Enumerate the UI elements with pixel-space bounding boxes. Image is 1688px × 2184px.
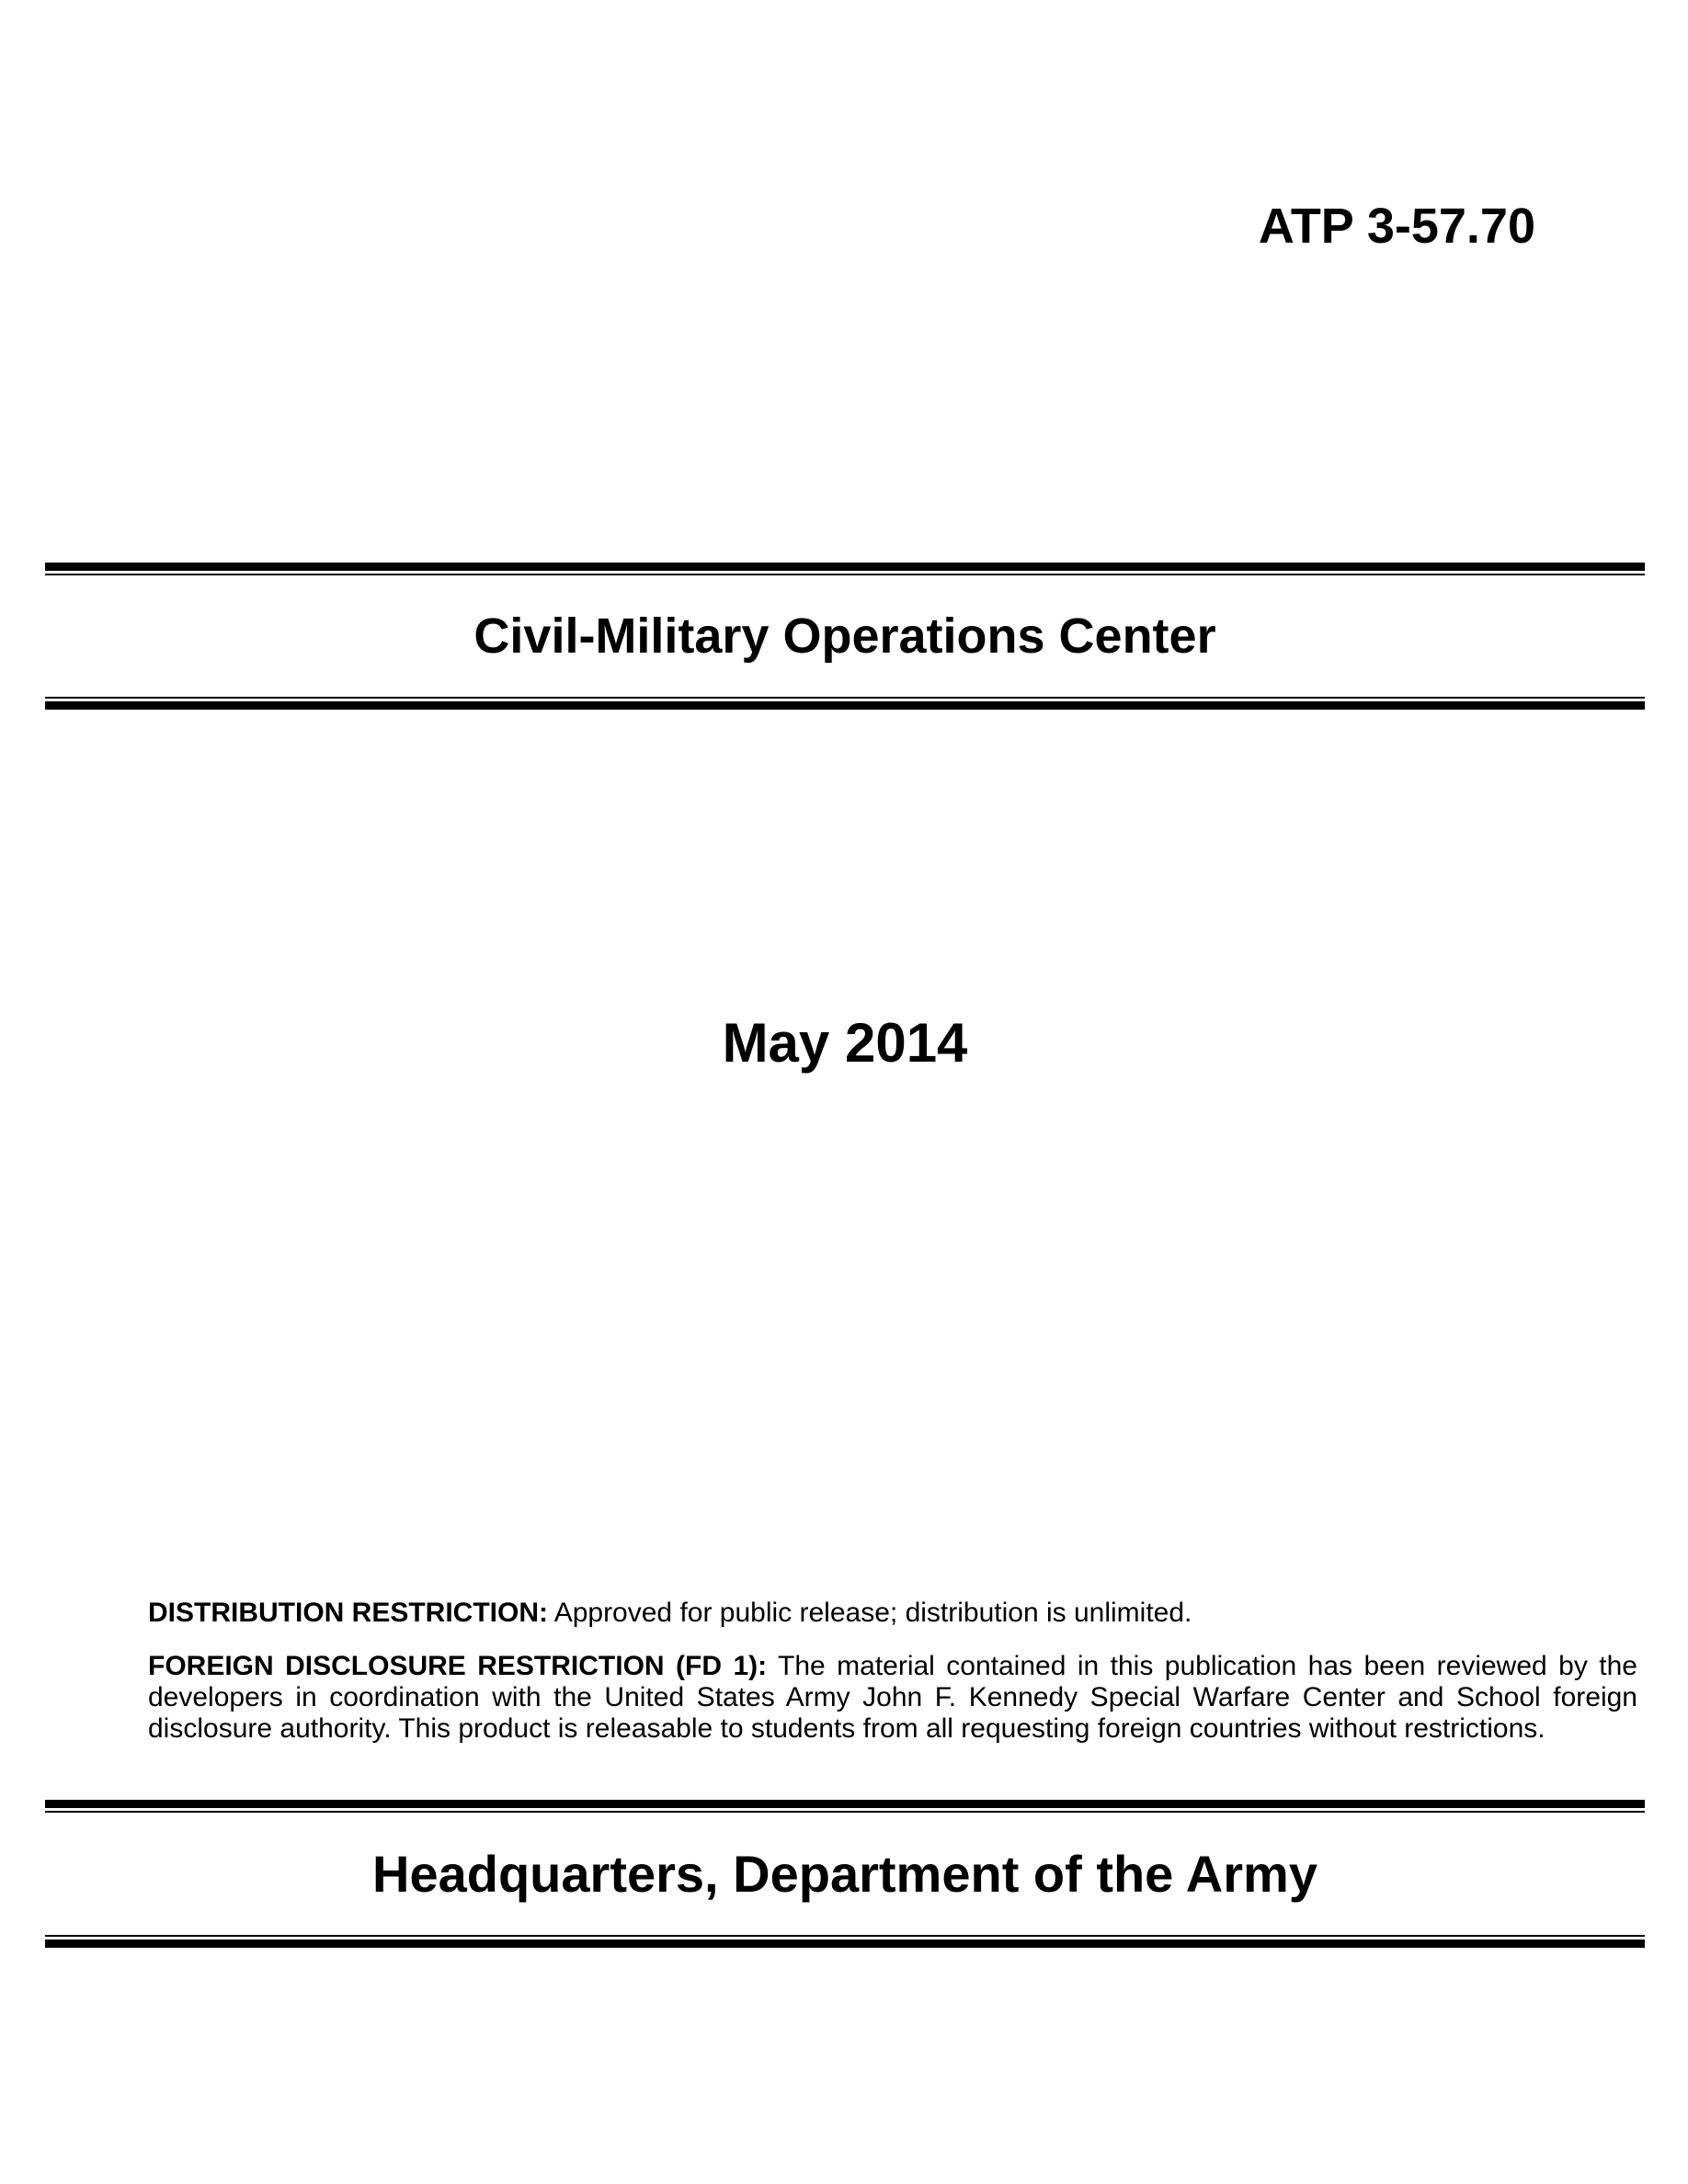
restrictions-block — [148, 1598, 1637, 1767]
organization-bottom-rule — [45, 1935, 1645, 1950]
distribution-restriction-text: Approved for public release; distribution is unlimited. — [553, 1598, 1192, 1628]
document-number: ATP 3-57.70 — [1258, 199, 1535, 254]
publication-date: May 2014 — [722, 1012, 968, 1074]
title-top-rule — [45, 563, 1645, 577]
foreign-disclosure-text: The material contained in this publication has been reviewed by the developers in coordination with the United States Army John F. Kennedy Special Warfare Center and School foreign disclosure authority. This product is releasable to students from all requesting foreign countries without restrictions. — [148, 1651, 1637, 1744]
organization-top-rule — [45, 1800, 1645, 1814]
issuing-organization: Headquarters, Department of the Army — [372, 1845, 1317, 1903]
document-title: Civil-Military Operations Center — [473, 609, 1216, 664]
distribution-restriction — [148, 1598, 1637, 1629]
foreign-disclosure-label: FOREIGN DISCLOSURE RESTRICTION (FD 1): — [148, 1651, 768, 1681]
distribution-restriction-label: DISTRIBUTION RESTRICTION: — [148, 1598, 548, 1628]
foreign-disclosure-restriction — [148, 1651, 1637, 1745]
title-bottom-rule — [45, 697, 1645, 711]
